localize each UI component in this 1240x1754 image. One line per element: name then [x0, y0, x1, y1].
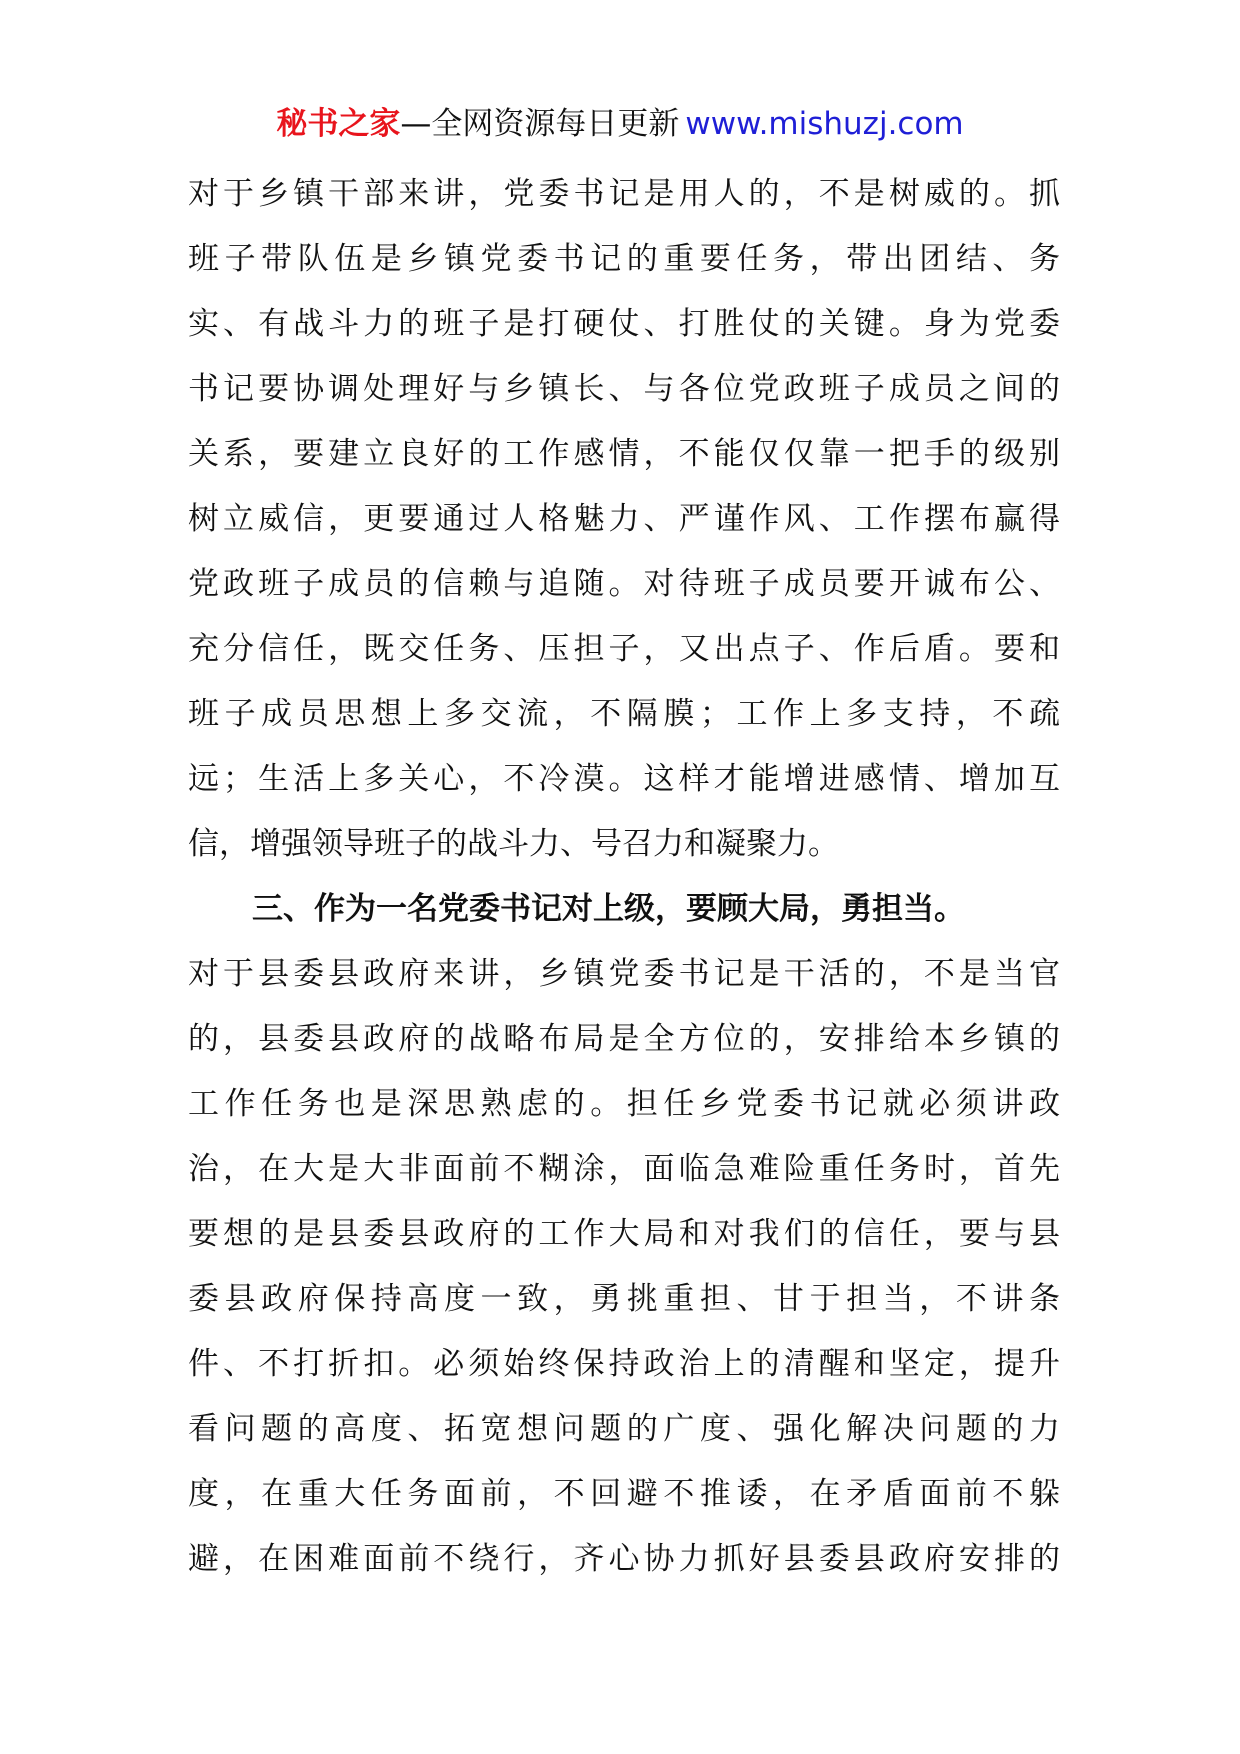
text-line: 对于县委县政府来讲，乡镇党委书记是干活的，不是当官 — [188, 956, 1060, 992]
text-line: 避，在困难面前不绕行，齐心协力抓好县委县政府安排的 — [188, 1541, 1060, 1577]
text-line: 治，在大是大非面前不糊涂，面临急难险重任务时，首先 — [188, 1151, 1060, 1187]
text-line: 树立威信，更要通过人格魅力、严谨作风、工作摆布赢得 — [188, 501, 1060, 537]
page-header — [0, 100, 1240, 148]
text-line: 班子成员思想上多交流，不隔膜；工作上多支持，不疏 — [188, 696, 1060, 732]
text-line: 实、有战斗力的班子是打硬仗、打胜仗的关键。身为党委 — [188, 306, 1060, 342]
text-line: 远；生活上多关心，不冷漠。这样才能增进感情、增加互 — [188, 761, 1060, 797]
text-line: 的，县委县政府的战略布局是全方位的，安排给本乡镇的 — [188, 1021, 1060, 1057]
document-body — [188, 162, 1060, 1592]
text-line: 对于乡镇干部来讲，党委书记是用人的，不是树威的。抓 — [188, 176, 1060, 212]
text-line: 党政班子成员的信赖与追随。对待班子成员要开诚布公、 — [188, 566, 1060, 602]
text-line: 度，在重大任务面前，不回避不推诿，在矛盾面前不躲 — [188, 1476, 1060, 1512]
header-tagline: —全网资源每日更新 — [400, 106, 680, 142]
text-line: 书记要协调处理好与乡镇长、与各位党政班子成员之间的 — [188, 371, 1060, 407]
text-line: 工作任务也是深思熟虑的。担任乡党委书记就必须讲政 — [188, 1086, 1060, 1122]
text-line: 充分信任，既交任务、压担子，又出点子、作后盾。要和 — [188, 631, 1060, 667]
brand-name: 秘书之家 — [276, 106, 401, 142]
text-line: 件、不打折扣。必须始终保持政治上的清醒和坚定，提升 — [188, 1346, 1060, 1382]
text-line: 委县政府保持高度一致，勇挑重担、甘于担当，不讲条 — [188, 1281, 1060, 1317]
text-line: 关系，要建立良好的工作感情，不能仅仅靠一把手的级别 — [188, 436, 1060, 472]
site-url-link[interactable]: www.mishuzj.com — [685, 106, 964, 142]
text-line: 信，增强领导班子的战斗力、号召力和凝聚力。 — [188, 826, 839, 862]
text-line: 班子带队伍是乡镇党委书记的重要任务，带出团结、务 — [188, 241, 1060, 277]
section-heading: 三、作为一名党委书记对上级，要顾大局，勇担当。 — [252, 891, 965, 927]
text-line: 要想的是县委县政府的工作大局和对我们的信任，要与县 — [188, 1216, 1060, 1252]
text-line: 看问题的高度、拓宽想问题的广度、强化解决问题的力 — [188, 1411, 1060, 1447]
